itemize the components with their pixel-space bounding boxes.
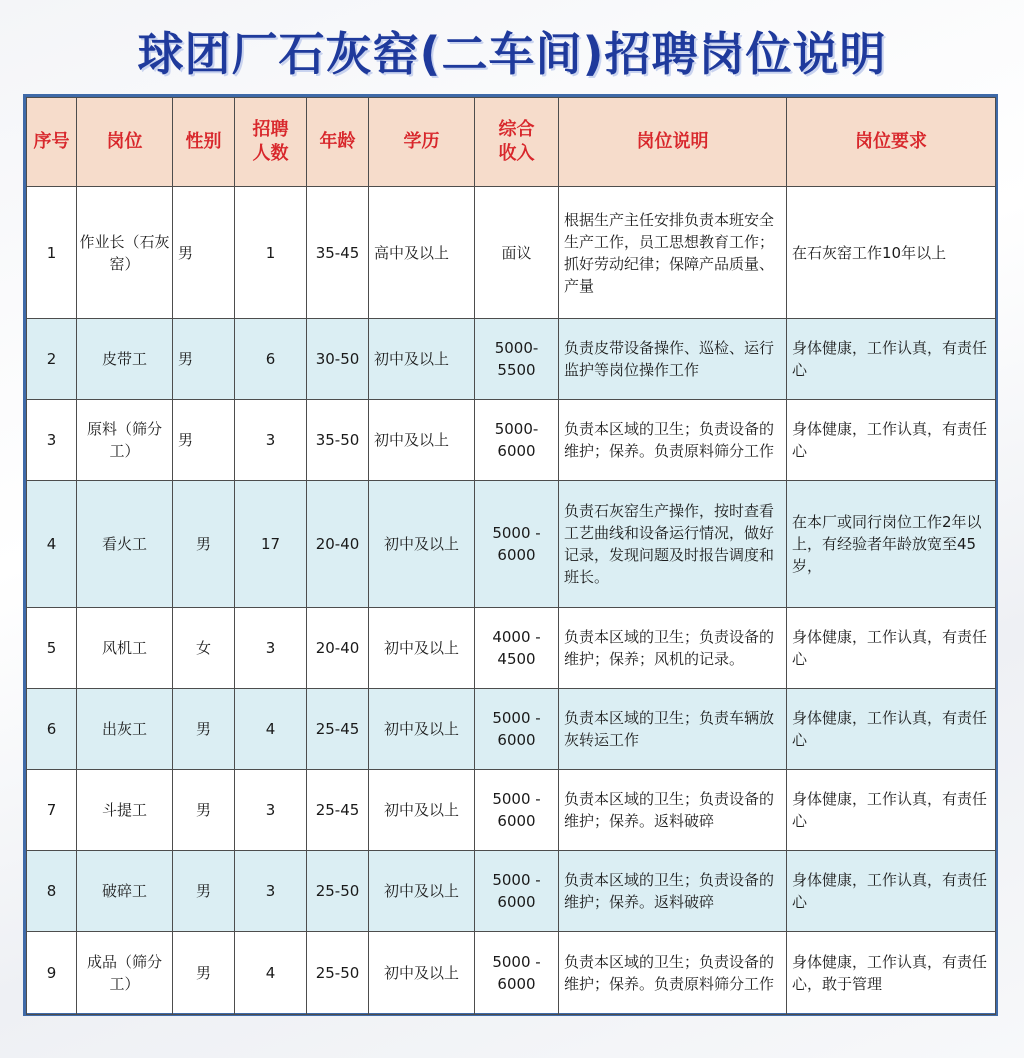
cell-position: 皮带工 (77, 319, 173, 400)
cell-income: 5000-6000 (475, 400, 559, 481)
cell-income: 4000 - 4500 (475, 608, 559, 689)
cell-age: 35-45 (307, 187, 369, 319)
table-row (27, 770, 996, 851)
cell-position: 原料（筛分工） (77, 400, 173, 481)
cell-requirements: 身体健康，工作认真，有责任心 (787, 608, 996, 689)
header-gender: 性别 (173, 98, 235, 187)
cell-income: 5000 - 6000 (475, 481, 559, 608)
cell-no: 4 (27, 481, 77, 608)
header-income (475, 98, 559, 187)
cell-count: 6 (235, 319, 307, 400)
cell-age: 25-45 (307, 770, 369, 851)
cell-age: 25-45 (307, 689, 369, 770)
cell-no: 6 (27, 689, 77, 770)
cell-education: 初中及以上 (369, 689, 475, 770)
cell-count: 17 (235, 481, 307, 608)
cell-age: 20-40 (307, 608, 369, 689)
table-row (27, 187, 996, 319)
cell-age: 20-40 (307, 481, 369, 608)
cell-no: 1 (27, 187, 77, 319)
cell-education: 初中及以上 (369, 932, 475, 1015)
cell-gender: 男 (173, 400, 235, 481)
table-row (27, 319, 996, 400)
cell-no: 9 (27, 932, 77, 1015)
cell-income: 5000-5500 (475, 319, 559, 400)
cell-education: 初中及以上 (369, 851, 475, 932)
cell-requirements: 身体健康，工作认真，有责任心，敢于管理 (787, 932, 996, 1015)
header-requirements: 岗位要求 (787, 98, 996, 187)
cell-gender: 男 (173, 319, 235, 400)
cell-count: 3 (235, 608, 307, 689)
table-row (27, 400, 996, 481)
cell-position: 看火工 (77, 481, 173, 608)
cell-age: 30-50 (307, 319, 369, 400)
cell-gender: 男 (173, 689, 235, 770)
cell-income: 5000 - 6000 (475, 689, 559, 770)
page-title: 球团厂石灰窑(二车间)招聘岗位说明 (137, 27, 887, 81)
cell-position: 出灰工 (77, 689, 173, 770)
cell-count: 1 (235, 187, 307, 319)
cell-age: 25-50 (307, 851, 369, 932)
cell-education: 初中及以上 (369, 608, 475, 689)
cell-no: 5 (27, 608, 77, 689)
cell-education: 初中及以上 (369, 770, 475, 851)
cell-education: 初中及以上 (369, 319, 475, 400)
cell-no: 7 (27, 770, 77, 851)
cell-no: 2 (27, 319, 77, 400)
header-position: 岗位 (77, 98, 173, 187)
cell-description: 根据生产主任安排负责本班安全生产工作，员工思想教育工作；抓好劳动纪律；保障产品质量、产量 (559, 187, 787, 319)
cell-gender: 男 (173, 851, 235, 932)
recruitment-table (23, 94, 998, 1016)
header-no: 序号 (27, 98, 77, 187)
table-row (27, 851, 996, 932)
cell-income: 5000 - 6000 (475, 932, 559, 1015)
cell-requirements: 身体健康，工作认真，有责任心 (787, 400, 996, 481)
cell-age: 35-50 (307, 400, 369, 481)
cell-position: 作业长（石灰窑） (77, 187, 173, 319)
cell-description: 负责石灰窑生产操作，按时查看工艺曲线和设备运行情况，做好记录，发现问题及时报告调度和班长。 (559, 481, 787, 608)
cell-gender: 男 (173, 481, 235, 608)
cell-description: 负责本区域的卫生；负责设备的维护；保养。返料破碎 (559, 851, 787, 932)
header-age: 年龄 (307, 98, 369, 187)
table-row (27, 689, 996, 770)
cell-no: 3 (27, 400, 77, 481)
cell-count: 3 (235, 770, 307, 851)
cell-requirements: 在本厂或同行岗位工作2年以上，有经验者年龄放宽至45岁， (787, 481, 996, 608)
header-income-line1: 综合 (498, 119, 535, 140)
cell-description: 负责本区域的卫生；负责车辆放灰转运工作 (559, 689, 787, 770)
header-description: 岗位说明 (559, 98, 787, 187)
header-income-line2: 收入 (498, 143, 535, 164)
cell-gender: 男 (173, 770, 235, 851)
cell-position: 斗提工 (77, 770, 173, 851)
cell-position: 破碎工 (77, 851, 173, 932)
header-count-line2: 人数 (252, 143, 289, 164)
cell-requirements: 身体健康，工作认真，有责任心 (787, 851, 996, 932)
cell-requirements: 身体健康，工作认真，有责任心 (787, 319, 996, 400)
table-row (27, 481, 996, 608)
cell-income: 面议 (475, 187, 559, 319)
cell-gender: 女 (173, 608, 235, 689)
cell-requirements: 在石灰窑工作10年以上 (787, 187, 996, 319)
cell-description: 负责皮带设备操作、巡检、运行监护等岗位操作工作 (559, 319, 787, 400)
cell-gender: 男 (173, 187, 235, 319)
cell-education: 初中及以上 (369, 400, 475, 481)
cell-count: 3 (235, 400, 307, 481)
cell-count: 4 (235, 689, 307, 770)
cell-position: 风机工 (77, 608, 173, 689)
cell-requirements: 身体健康，工作认真，有责任心 (787, 689, 996, 770)
cell-count: 3 (235, 851, 307, 932)
cell-description: 负责本区域的卫生；负责设备的维护；保养。负责原料筛分工作 (559, 400, 787, 481)
header-education: 学历 (369, 98, 475, 187)
cell-age: 25-50 (307, 932, 369, 1015)
table-row (27, 932, 996, 1015)
cell-education: 高中及以上 (369, 187, 475, 319)
cell-description: 负责本区域的卫生；负责设备的维护；保养；风机的记录。 (559, 608, 787, 689)
table-header-row (27, 98, 996, 187)
table-row (27, 608, 996, 689)
cell-education: 初中及以上 (369, 481, 475, 608)
cell-count: 4 (235, 932, 307, 1015)
cell-gender: 男 (173, 932, 235, 1015)
cell-requirements: 身体健康，工作认真，有责任心 (787, 770, 996, 851)
cell-income: 5000 - 6000 (475, 770, 559, 851)
cell-description: 负责本区域的卫生；负责设备的维护；保养。返料破碎 (559, 770, 787, 851)
cell-position: 成品（筛分工） (77, 932, 173, 1015)
cell-no: 8 (27, 851, 77, 932)
header-count (235, 98, 307, 187)
cell-income: 5000 - 6000 (475, 851, 559, 932)
header-count-line1: 招聘 (252, 119, 289, 140)
cell-description: 负责本区域的卫生；负责设备的维护；保养。负责原料筛分工作 (559, 932, 787, 1015)
